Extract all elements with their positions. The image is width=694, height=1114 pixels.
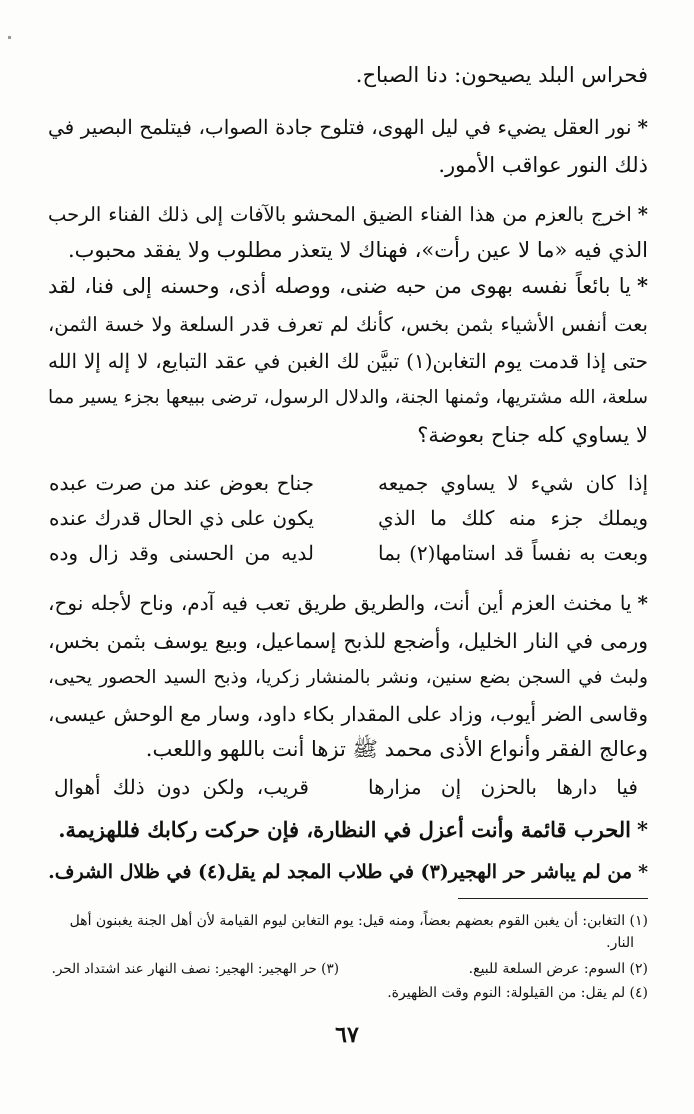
- text-line: *يا مخنث العزم أين أنت، والطريق طريق تعب فيه آدم، وناح لأجله نوح،: [48, 591, 648, 615]
- text-line: سلعة، الله مشتريها، وثمنها الجنة، والدلال الرسول، ترضى ببيعها بجزء يسير مما: [48, 387, 648, 408]
- text-line: فحراس البلد يصيحون: دنا الصباح.: [355, 63, 648, 87]
- text-line: حتى إذا قدمت يوم التغابن(١) تبيَّن لك الغبن في عقد التبايع، لا إله إلا الله: [48, 349, 648, 373]
- verse-hemistich-right: فيا دارها بالحزن إن مزارها: [368, 775, 638, 799]
- text-line: ورمى في النار الخليل، وأضجع للذبح إسماعيل، وبيع يوسف بثمن بخس،: [48, 629, 648, 653]
- poem-hemistich-right: ويملك جزء منه كلك ما الذي: [378, 506, 648, 530]
- footnote-separator: [458, 898, 648, 899]
- footnote-3: (٣) حر الهجير: الهجير: نصف النهار عند اشتداد الحر.: [51, 961, 339, 977]
- footnote-1: (١) التغابن: أن يغبن القوم بعضهم بعضاً، ومنه قيل: يوم التغابن ليوم القيامة لأن أهل الجنة يغبنون أهل: [69, 913, 648, 929]
- text-line: *يا بائعاً نفسه بهوى من حبه ضنى، ووصله أذى، وحسنه إلى فنا، لقد: [48, 273, 648, 298]
- bullet-icon: *: [637, 591, 648, 615]
- poem-hemistich-right: إذا كان شيء لا يساوي جميعه: [378, 471, 648, 495]
- text-line: *نور العقل يضيء في ليل الهوى، فتلوح جادة الصواب، فيتلمح البصير في: [48, 115, 648, 139]
- text-line: لا يساوي كله جناح بعوضة؟: [417, 423, 648, 447]
- page-number: ٦٧: [335, 1022, 359, 1048]
- poem-hemistich-right: وبعت به نفساً قد استامها(٢) بما: [378, 541, 648, 565]
- bullet-icon: *: [638, 861, 648, 883]
- text-line: بعت أنفس الأشياء بثمن بخس، كأنك لم تعرف قدر السلعة ولا خسة الثمن،: [48, 313, 648, 336]
- scan-mark: [8, 36, 11, 39]
- bullet-icon: *: [637, 203, 648, 226]
- verse-hemistich-left: قريب، ولكن دون ذلك أهوال: [54, 775, 309, 799]
- text-line: *من لم يباشر حر الهجير(٣) في طلاب المجد لم يقل(٤) في ظلال الشرف.: [48, 861, 648, 883]
- bullet-icon: *: [637, 115, 648, 139]
- text-line: وعالج الفقر وأنواع الأذى محمد ﷺ تزها أنت باللهو واللعب.: [145, 737, 648, 761]
- poem-hemistich-left: جناح بعوض عند من صرت عبده: [49, 471, 314, 495]
- text-line: وقاسى الضر أيوب، وزاد على المقدار بكاء داود، وسار مع الوحش عيسى،: [48, 702, 648, 726]
- text-line: ذلك النور عواقب الأمور.: [438, 153, 648, 177]
- footnote-4: (٤) لم يقل: من القيلولة: النوم وقت الظهيرة.: [387, 985, 648, 1001]
- poem-hemistich-left: لديه من الحسنى وقد زال وده: [49, 541, 314, 565]
- footnote-2: (٢) السوم: عرض السلعة للبيع.: [468, 961, 648, 977]
- footnote-1-cont: النار.: [606, 935, 634, 951]
- text-line: الذي فيه «ما لا عين رأت»، فهناك لا يتعذر مطلوب ولا يفقد محبوب.: [67, 238, 648, 262]
- text-line: *اخرج بالعزم من هذا الفناء الضيق المحشو بالآفات إلى ذلك الفناء الرحب: [48, 203, 648, 226]
- bullet-icon: *: [637, 273, 648, 298]
- text-line: ولبث في السجن بضع سنين، ونشر بالمنشار زكريا، وذبح السيد الحصور يحيى،: [48, 667, 648, 688]
- text-line: *الحرب قائمة وأنت أعزل في النظارة، فإن حركت ركابك فللهزيمة.: [58, 817, 648, 842]
- bullet-icon: *: [637, 817, 648, 842]
- poem-hemistich-left: يكون على ذي الحال قدرك عنده: [49, 506, 314, 530]
